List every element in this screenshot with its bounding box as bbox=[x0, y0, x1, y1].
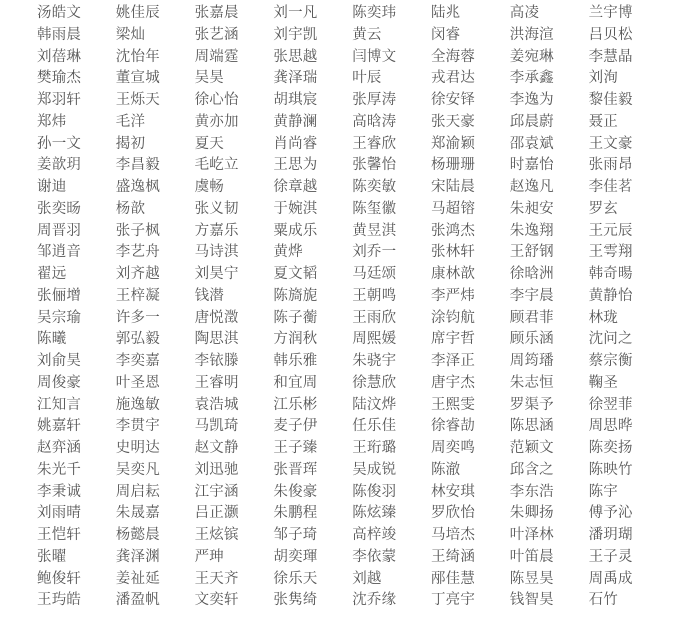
name-cell: 郭弘毅 bbox=[115, 331, 160, 348]
name-cell: 赵逸凡 bbox=[509, 179, 554, 195]
name-cell: 董宣城 bbox=[115, 70, 160, 87]
name-cell: 朱骁宇 bbox=[352, 353, 397, 369]
name-cell: 盛逸枫 bbox=[115, 179, 160, 195]
name-cell: 王绮涵 bbox=[430, 548, 476, 565]
name-cell: 徐安铎 bbox=[430, 92, 476, 108]
name-cell: 韩奇暘 bbox=[588, 266, 633, 282]
name-cell: 戎君达 bbox=[430, 70, 476, 87]
name-cell: 李佳茗 bbox=[588, 179, 633, 195]
name-cell: 毛屹立 bbox=[194, 157, 239, 174]
name-cell: 张天豪 bbox=[430, 113, 476, 130]
name-cell: 刘齐越 bbox=[115, 266, 160, 282]
name-cell: 吕正灏 bbox=[194, 505, 239, 522]
name-cell: 王舒钢 bbox=[509, 244, 554, 261]
name-cell: 王玙皓 bbox=[37, 592, 82, 609]
name-cell: 江宇涵 bbox=[194, 483, 239, 500]
name-cell: 张馨怡 bbox=[352, 157, 397, 174]
name-cell: 杨歆 bbox=[115, 200, 146, 217]
name-cell: 王子灵 bbox=[588, 548, 633, 565]
name-cell: 李慧晶 bbox=[588, 48, 633, 65]
name-cell: 朱志恒 bbox=[509, 374, 554, 391]
name-cell: 毛洋 bbox=[115, 113, 146, 130]
name-cell: 叶圣恩 bbox=[115, 374, 160, 391]
name-cell: 郑炜 bbox=[37, 113, 67, 130]
name-cell: 黄静怡 bbox=[588, 287, 633, 304]
name-cell: 邵袁斌 bbox=[509, 135, 554, 152]
name-cell: 陈奕敏 bbox=[352, 179, 397, 195]
name-cell: 李宇晨 bbox=[509, 287, 554, 304]
name-cell: 吴昊 bbox=[194, 70, 224, 87]
name-cell: 王子臻 bbox=[273, 440, 318, 456]
name-cell: 钱潜 bbox=[194, 287, 224, 304]
name-cell: 石竹 bbox=[588, 592, 618, 609]
name-cell: 韩乐雅 bbox=[273, 353, 318, 369]
name-cell: 陈炫臻 bbox=[352, 505, 397, 522]
name-cell: 张子枫 bbox=[115, 222, 160, 239]
name-cell: 傅予沁 bbox=[588, 505, 633, 522]
name-cell: 周奕鸣 bbox=[430, 440, 476, 456]
name-cell: 方嘉乐 bbox=[194, 222, 239, 239]
name-cell: 黎佳毅 bbox=[588, 92, 633, 108]
name-cell: 周端霆 bbox=[194, 48, 239, 65]
name-cell: 宋陆晨 bbox=[430, 179, 476, 195]
name-cell: 林珑 bbox=[588, 309, 618, 326]
name-cell: 龚泽瑞 bbox=[273, 70, 318, 87]
name-list-grid bbox=[37, 3, 667, 612]
name-cell: 麦子伊 bbox=[273, 418, 318, 435]
name-cell: 严珅 bbox=[194, 548, 224, 565]
name-cell: 张林轩 bbox=[430, 244, 476, 261]
name-cell: 丁亮宇 bbox=[430, 592, 476, 609]
name-cell: 李东浩 bbox=[509, 483, 554, 500]
name-cell: 胡琪宸 bbox=[273, 92, 318, 108]
name-cell: 江乐彬 bbox=[273, 396, 318, 413]
name-cell: 张厚涛 bbox=[352, 92, 397, 108]
name-cell: 周思晔 bbox=[588, 418, 633, 435]
name-cell: 潘盈帆 bbox=[115, 592, 160, 609]
name-cell: 邹子琦 bbox=[273, 527, 318, 543]
name-cell: 王文豪 bbox=[588, 135, 633, 152]
name-cell: 张义韧 bbox=[194, 200, 239, 217]
name-cell: 王恺轩 bbox=[37, 527, 82, 543]
name-cell: 史明达 bbox=[115, 440, 160, 456]
name-cell: 唐悦澂 bbox=[194, 309, 239, 326]
name-cell: 王元辰 bbox=[588, 222, 633, 239]
name-cell: 康林歆 bbox=[430, 266, 476, 282]
name-cell: 刘蓓琳 bbox=[37, 48, 82, 65]
name-cell: 马诗淇 bbox=[194, 244, 239, 261]
name-cell: 许多一 bbox=[115, 309, 160, 326]
name-cell: 罗玄 bbox=[588, 200, 618, 217]
name-cell: 全海蓉 bbox=[430, 48, 476, 65]
name-cell: 周熙媛 bbox=[352, 331, 397, 348]
name-cell: 周晋羽 bbox=[37, 222, 82, 239]
name-cell: 叶泽林 bbox=[509, 527, 554, 543]
name-cell: 唐宇杰 bbox=[430, 374, 476, 391]
name-cell: 陈澈 bbox=[430, 461, 461, 478]
name-cell: 赵文静 bbox=[194, 440, 239, 456]
name-cell: 徐乐天 bbox=[273, 570, 318, 587]
name-cell: 刘迅驰 bbox=[194, 461, 239, 478]
name-cell: 张鸿杰 bbox=[430, 222, 476, 239]
name-cell: 朱俊豪 bbox=[273, 483, 318, 500]
name-cell: 郑羽轩 bbox=[37, 92, 82, 108]
name-cell: 王天齐 bbox=[194, 570, 239, 587]
name-cell: 樊瑜杰 bbox=[37, 70, 82, 87]
name-cell: 袁浩城 bbox=[194, 396, 239, 413]
name-cell: 王雩翔 bbox=[588, 244, 633, 261]
name-cell: 于婉淇 bbox=[273, 200, 318, 217]
name-cell: 胡奕琿 bbox=[273, 548, 318, 565]
name-cell: 钱智昊 bbox=[509, 592, 554, 609]
name-cell: 黄昱淇 bbox=[352, 222, 397, 239]
name-cell: 韩雨晨 bbox=[37, 26, 82, 43]
name-cell: 王思为 bbox=[273, 157, 318, 174]
name-cell: 徐章越 bbox=[273, 179, 318, 195]
name-cell: 沈怡年 bbox=[115, 48, 160, 65]
name-cell: 肖尚睿 bbox=[273, 135, 318, 152]
name-cell: 涂钧航 bbox=[430, 309, 476, 326]
name-cell: 刘宇凯 bbox=[273, 26, 318, 43]
name-cell: 陈映竹 bbox=[588, 461, 633, 478]
name-cell: 马超镕 bbox=[430, 200, 476, 217]
name-cell: 陈曦 bbox=[37, 331, 67, 348]
name-cell: 杨珊珊 bbox=[430, 157, 476, 174]
name-cell: 粟成乐 bbox=[273, 222, 318, 239]
name-cell: 闫博文 bbox=[352, 48, 397, 65]
name-cell: 张奕旸 bbox=[37, 200, 82, 217]
name-cell: 吴宗瑜 bbox=[37, 309, 82, 326]
name-cell: 李秉诚 bbox=[37, 483, 82, 500]
name-cell: 王睿欣 bbox=[352, 135, 397, 152]
name-cell: 鲍俊轩 bbox=[37, 570, 82, 587]
name-cell: 姜歆玥 bbox=[37, 157, 82, 174]
name-cell: 陆汶烨 bbox=[352, 396, 397, 413]
name-cell: 聂正 bbox=[588, 113, 618, 130]
name-cell: 龚泽渊 bbox=[115, 548, 160, 565]
name-cell: 范颖文 bbox=[509, 440, 554, 456]
name-cell: 李贯宇 bbox=[115, 418, 160, 435]
name-cell: 徐慧欣 bbox=[352, 374, 397, 391]
name-cell: 陈玺徽 bbox=[352, 200, 397, 217]
name-cell: 沈乔缘 bbox=[352, 592, 397, 609]
name-cell: 王炫镔 bbox=[194, 527, 239, 543]
name-cell: 吕贝松 bbox=[588, 26, 633, 43]
name-cell: 虞畅 bbox=[194, 179, 224, 195]
name-cell: 马凯琦 bbox=[194, 418, 239, 435]
name-cell: 周筠璠 bbox=[509, 353, 554, 369]
name-cell: 吴成锐 bbox=[352, 461, 397, 478]
name-cell: 赵弈涵 bbox=[37, 440, 82, 456]
name-cell: 顾乐涵 bbox=[509, 331, 554, 348]
name-cell: 王熙雯 bbox=[430, 396, 476, 413]
name-cell: 叶辰 bbox=[352, 70, 382, 87]
name-cell: 李承鑫 bbox=[509, 70, 554, 87]
name-cell: 张隽绮 bbox=[273, 592, 318, 609]
name-cell: 朱逸翔 bbox=[509, 222, 554, 239]
name-cell: 张嘉晨 bbox=[194, 5, 239, 21]
name-cell: 刘雨晴 bbox=[37, 505, 82, 522]
name-cell: 刘一凡 bbox=[273, 5, 318, 21]
name-cell: 张晋珲 bbox=[273, 461, 318, 478]
name-cell: 周禹成 bbox=[588, 570, 633, 587]
name-cell: 高晗涛 bbox=[352, 113, 397, 130]
name-cell: 朱鹏程 bbox=[273, 505, 318, 522]
name-cell: 顾君菲 bbox=[509, 309, 554, 326]
name-cell: 李严炜 bbox=[430, 287, 476, 304]
name-cell: 王梓凝 bbox=[115, 287, 160, 304]
name-cell: 陈宇 bbox=[588, 483, 618, 500]
name-cell: 陈昱昊 bbox=[509, 570, 554, 587]
name-cell: 潘玥瑚 bbox=[588, 527, 633, 543]
name-cell: 朱光千 bbox=[37, 461, 82, 478]
name-cell: 李逸为 bbox=[509, 92, 554, 108]
name-cell: 李依蒙 bbox=[352, 548, 397, 565]
name-cell: 陈俊羽 bbox=[352, 483, 397, 500]
name-cell: 郑渝颖 bbox=[430, 135, 476, 152]
name-cell: 徐心怡 bbox=[194, 92, 239, 108]
name-cell: 吴奕凡 bbox=[115, 461, 160, 478]
name-cell: 刘俞昊 bbox=[37, 353, 82, 369]
name-cell: 姜祉延 bbox=[115, 570, 160, 587]
name-cell: 刘洵 bbox=[588, 70, 618, 87]
name-cell: 陈子蘅 bbox=[273, 309, 318, 326]
name-cell: 李泽正 bbox=[430, 353, 476, 369]
name-cell: 罗渠予 bbox=[509, 396, 554, 413]
name-cell: 江知言 bbox=[37, 396, 82, 413]
name-cell: 时嘉怡 bbox=[509, 157, 554, 174]
name-cell: 王睿明 bbox=[194, 374, 239, 391]
name-cell: 杨懿晨 bbox=[115, 527, 160, 543]
name-cell: 张雨昂 bbox=[588, 157, 633, 174]
name-cell: 徐睿劼 bbox=[430, 418, 476, 435]
name-cell: 任乐佳 bbox=[352, 418, 397, 435]
name-cell: 谢迪 bbox=[37, 179, 67, 195]
name-cell: 张艺涵 bbox=[194, 26, 239, 43]
name-cell: 闵睿 bbox=[430, 26, 461, 43]
name-cell: 夏天 bbox=[194, 135, 224, 152]
name-cell: 黄静澜 bbox=[273, 113, 318, 130]
name-cell: 罗欣怡 bbox=[430, 505, 476, 522]
name-cell: 陈奕玮 bbox=[352, 5, 397, 21]
name-cell: 姚嘉轩 bbox=[37, 418, 82, 435]
name-cell: 翟远 bbox=[37, 266, 67, 282]
name-cell: 姜宛琳 bbox=[509, 48, 554, 65]
name-cell: 方润秋 bbox=[273, 331, 318, 348]
name-cell: 孙一文 bbox=[37, 135, 82, 152]
name-cell: 高梓竣 bbox=[352, 527, 397, 543]
name-cell: 兰宇博 bbox=[588, 5, 633, 21]
name-cell: 陈思涵 bbox=[509, 418, 554, 435]
name-cell: 邴佳慧 bbox=[430, 570, 476, 587]
name-cell: 周俊豪 bbox=[37, 374, 82, 391]
name-cell: 陈旖旎 bbox=[273, 287, 318, 304]
name-cell: 李昌毅 bbox=[115, 157, 160, 174]
name-cell: 沈问之 bbox=[588, 331, 633, 348]
name-cell: 夏文韬 bbox=[273, 266, 318, 282]
name-cell: 朱晟嘉 bbox=[115, 505, 160, 522]
name-cell: 李奕嘉 bbox=[115, 353, 160, 369]
name-cell: 马培杰 bbox=[430, 527, 476, 543]
name-cell: 邹逍音 bbox=[37, 244, 82, 261]
name-cell: 王雨欣 bbox=[352, 309, 397, 326]
name-cell: 王烁天 bbox=[115, 92, 160, 108]
name-cell: 张思越 bbox=[273, 48, 318, 65]
name-cell: 和宜周 bbox=[273, 374, 318, 391]
name-cell: 林安琪 bbox=[430, 483, 476, 500]
name-cell: 鞠圣 bbox=[588, 374, 618, 391]
name-cell: 张俪增 bbox=[37, 287, 82, 304]
name-cell: 汤皓文 bbox=[37, 5, 82, 21]
name-cell: 施逸敏 bbox=[115, 396, 160, 413]
name-cell: 邱晨蔚 bbox=[509, 113, 554, 130]
name-cell: 姚佳辰 bbox=[115, 5, 160, 21]
name-cell: 黄烨 bbox=[273, 244, 303, 261]
name-cell: 徐晗洲 bbox=[509, 266, 554, 282]
name-cell: 洪海渲 bbox=[509, 26, 554, 43]
name-cell: 朱昶安 bbox=[509, 200, 554, 217]
name-cell: 陈奕扬 bbox=[588, 440, 633, 456]
name-cell: 蔡宗衡 bbox=[588, 353, 633, 369]
name-cell: 朱卿扬 bbox=[509, 505, 554, 522]
name-cell: 揭初 bbox=[115, 135, 146, 152]
name-cell: 陆兆 bbox=[430, 5, 461, 21]
name-cell: 徐翌菲 bbox=[588, 396, 633, 413]
name-cell: 李艺舟 bbox=[115, 244, 160, 261]
name-cell: 梁灿 bbox=[115, 26, 146, 43]
name-cell: 王朝鸣 bbox=[352, 287, 397, 304]
name-cell: 刘昊宁 bbox=[194, 266, 239, 282]
name-cell: 李铱滕 bbox=[194, 353, 239, 369]
name-cell: 马廷颂 bbox=[352, 266, 397, 282]
name-cell: 叶笛晨 bbox=[509, 548, 554, 565]
name-cell: 张曜 bbox=[37, 548, 67, 565]
name-cell: 席宇哲 bbox=[430, 331, 476, 348]
name-cell: 王珩璐 bbox=[352, 440, 397, 456]
name-cell: 高凌 bbox=[509, 5, 540, 21]
name-cell: 刘乔一 bbox=[352, 244, 397, 261]
name-cell: 黄亦加 bbox=[194, 113, 239, 130]
name-cell: 刘越 bbox=[352, 570, 382, 587]
name-cell: 陶思淇 bbox=[194, 331, 239, 348]
name-cell: 邱含之 bbox=[509, 461, 554, 478]
name-cell: 周启耘 bbox=[115, 483, 160, 500]
name-cell: 黄云 bbox=[352, 26, 382, 43]
name-cell: 文奕轩 bbox=[194, 592, 239, 609]
